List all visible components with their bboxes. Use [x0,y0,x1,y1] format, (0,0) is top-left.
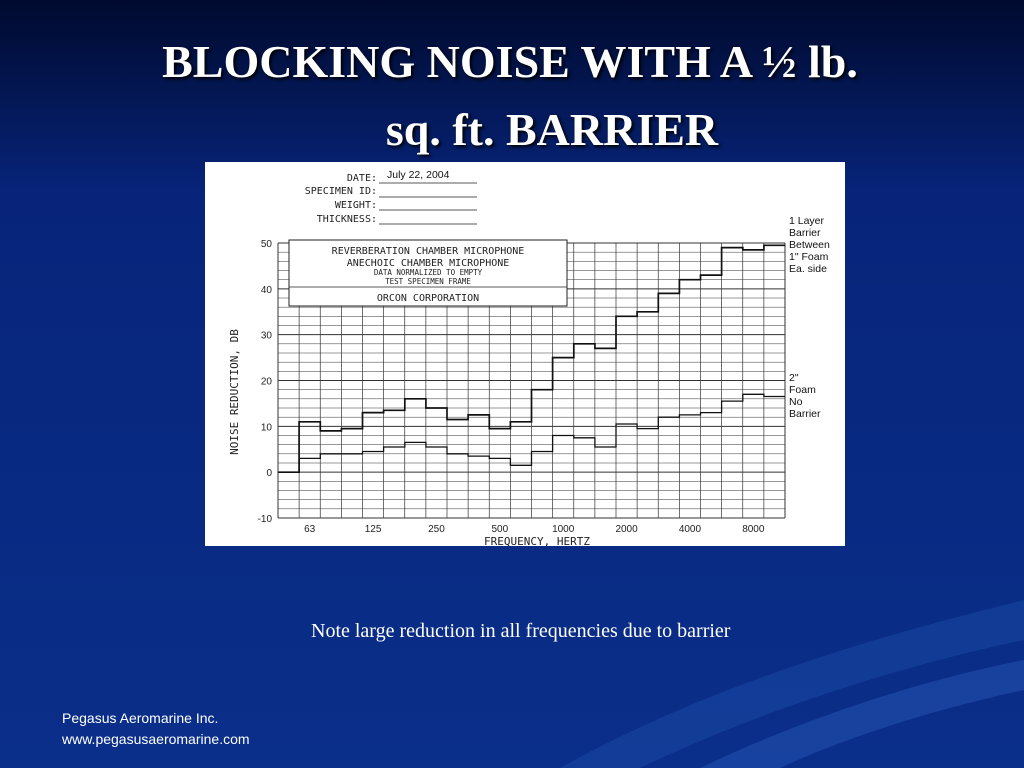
series-barrier-label-line: Ea. side [789,263,827,275]
y-tick-label: 0 [266,468,272,480]
form-label-thickness: THICKNESS: [316,214,377,225]
x-tick-label: 500 [491,524,509,535]
legend-box-line3: DATA NORMALIZED TO EMPTY [373,268,483,277]
series-foam-label [789,372,821,420]
specimen-form [305,169,477,225]
series-barrier-label-line: Barrier [789,227,821,239]
slide-title-line1: BLOCKING NOISE WITH A ½ lb. [162,36,858,87]
slide-title-line2: sq. ft. BARRIER [385,104,719,155]
series-foam-label-line: No [789,396,803,408]
x-tick-label: 8000 [742,524,765,535]
series-foam-label-line: 2" [789,372,799,384]
legend-box-line2: ANECHOIC CHAMBER MICROPHONE [346,258,510,269]
x-tick-label: 2000 [615,524,638,535]
footer-company: Pegasus Aeromarine Inc. [62,710,219,726]
series-barrier-label-line: Between [789,239,830,251]
y-tick-label: 20 [260,376,272,388]
chart-canvas [205,162,845,546]
series-foam-label-line: Foam [789,384,816,396]
slide-note: Note large reduction in all frequencies due to barrier [311,620,731,642]
x-tick-label: 125 [364,524,382,535]
series-barrier-label-line: 1 Layer [789,215,825,227]
x-tick-label: 250 [428,524,445,535]
y-axis-label: NOISE REDUCTION, DB [228,329,241,455]
y-tick-label: 50 [260,239,272,250]
series-barrier-label-line: 1" Foam [789,251,829,263]
form-date-value: July 22, 2004 [387,169,450,181]
form-label-specimen-id: SPECIMEN ID: [304,186,377,197]
y-tick-label: 30 [260,330,272,342]
form-label-date: DATE: [346,173,377,184]
x-axis-ticks [304,524,765,535]
y-tick-label: 40 [260,284,272,296]
y-tick-label: 10 [260,422,272,434]
x-tick-label: 63 [304,524,316,535]
x-tick-label: 4000 [678,524,702,535]
footer-url[interactable]: www.pegasusaeromarine.com [62,731,250,747]
legend-box-line1: REVERBERATION CHAMBER MICROPHONE [331,246,525,257]
legend-box-line4: TEST SPECIMEN FRAME [385,277,471,286]
x-axis-label: FREQUENCY, HERTZ [484,535,590,546]
legend-box-line5: ORCON CORPORATION [376,293,480,304]
form-label-weight: WEIGHT: [334,200,377,211]
series-foam-label-line: Barrier [789,408,821,420]
y-axis-ticks [258,239,273,525]
series-barrier-label [789,215,830,275]
y-tick-label: -10 [257,514,272,525]
x-tick-label: 1000 [552,524,575,535]
noise-reduction-chart [205,162,845,546]
